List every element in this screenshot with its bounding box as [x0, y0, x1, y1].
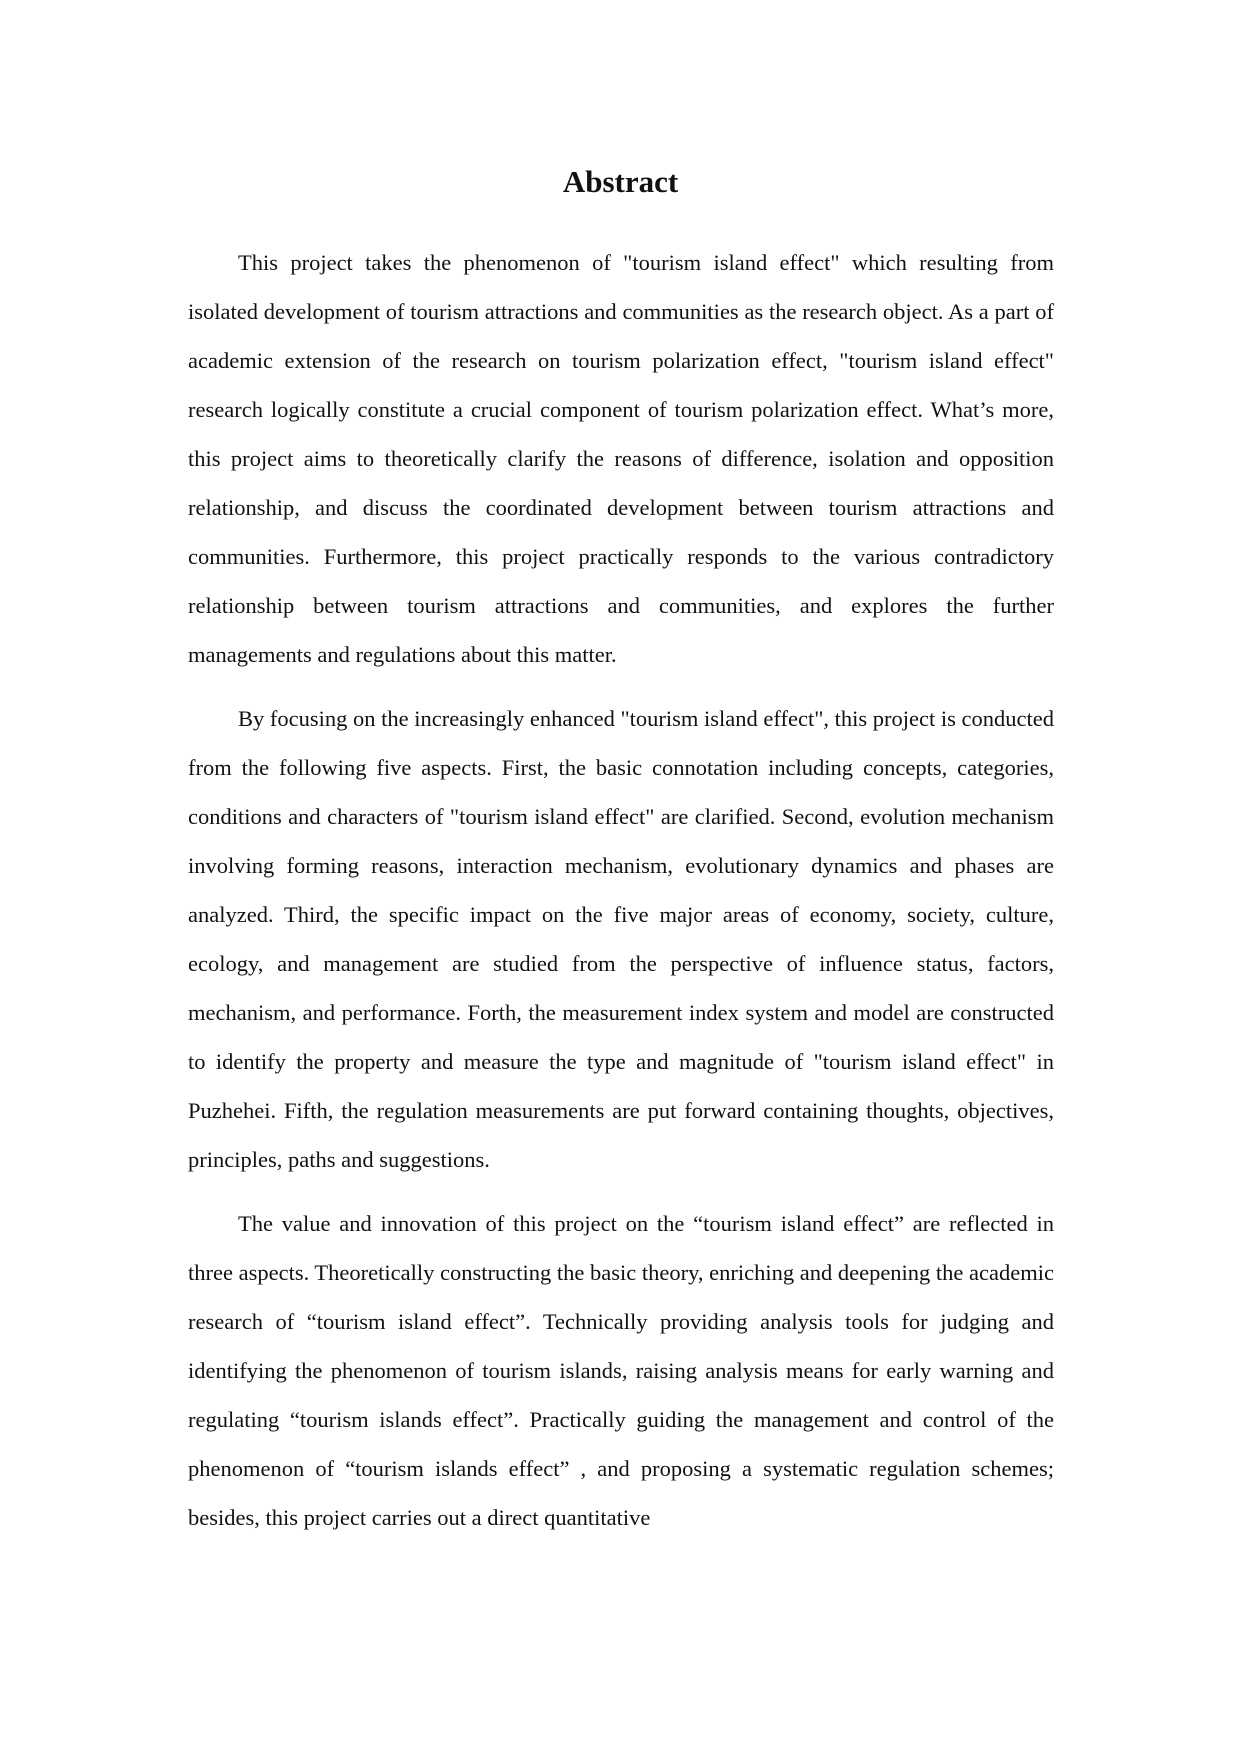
- page-title: Abstract: [562, 164, 679, 199]
- abstract-body: [188, 238, 1054, 1557]
- paragraph-1: This project takes the phenomenon of "tourism island effect" which resulting from isolated development of tourism attractions and communities as the research object. As a part of academic extension of the research on tourism polarization effect, "tourism island effect" research logically constitute a crucial component of tourism polarization effect. What’s more, this project aims to theoretically clarify the reasons of difference, isolation and opposition relationship, and discuss the coordinated development between tourism attractions and communities. Furthermore, this project practically responds to the various contradictory relationship between tourism attractions and communities, and explores the further managements and regulations about this matter.: [188, 250, 1054, 667]
- paragraph-2: By focusing on the increasingly enhanced "tourism island effect", this project is conducted from the following five aspects. First, the basic connotation including concepts, categories, conditions and characters of "tourism island effect" are clarified. Second, evolution mechanism involving forming reasons, interaction mechanism, evolutionary dynamics and phases are analyzed. Third, the specific impact on the five major areas of economy, society, culture, ecology, and management are studied from the perspective of influence status, factors, mechanism, and performance. Forth, the measurement index system and model are constructed to identify the property and measure the type and magnitude of "tourism island effect" in Puzhehei. Fifth, the regulation measurements are put forward containing thoughts, objectives, principles, paths and suggestions.: [188, 706, 1054, 1172]
- paragraph-3: The value and innovation of this project on the “tourism island effect” are reflected in three aspects. Theoretically constructing the basic theory, enriching and deepening the academic research of “tourism island effect”. Technically providing analysis tools for judging and identifying the phenomenon of tourism islands, raising analysis means for early warning and regulating “tourism islands effect”. Practically guiding the management and control of the phenomenon of “tourism islands effect” , and proposing a systematic regulation schemes; besides, this project carries out a direct quantitative: [188, 1211, 1054, 1530]
